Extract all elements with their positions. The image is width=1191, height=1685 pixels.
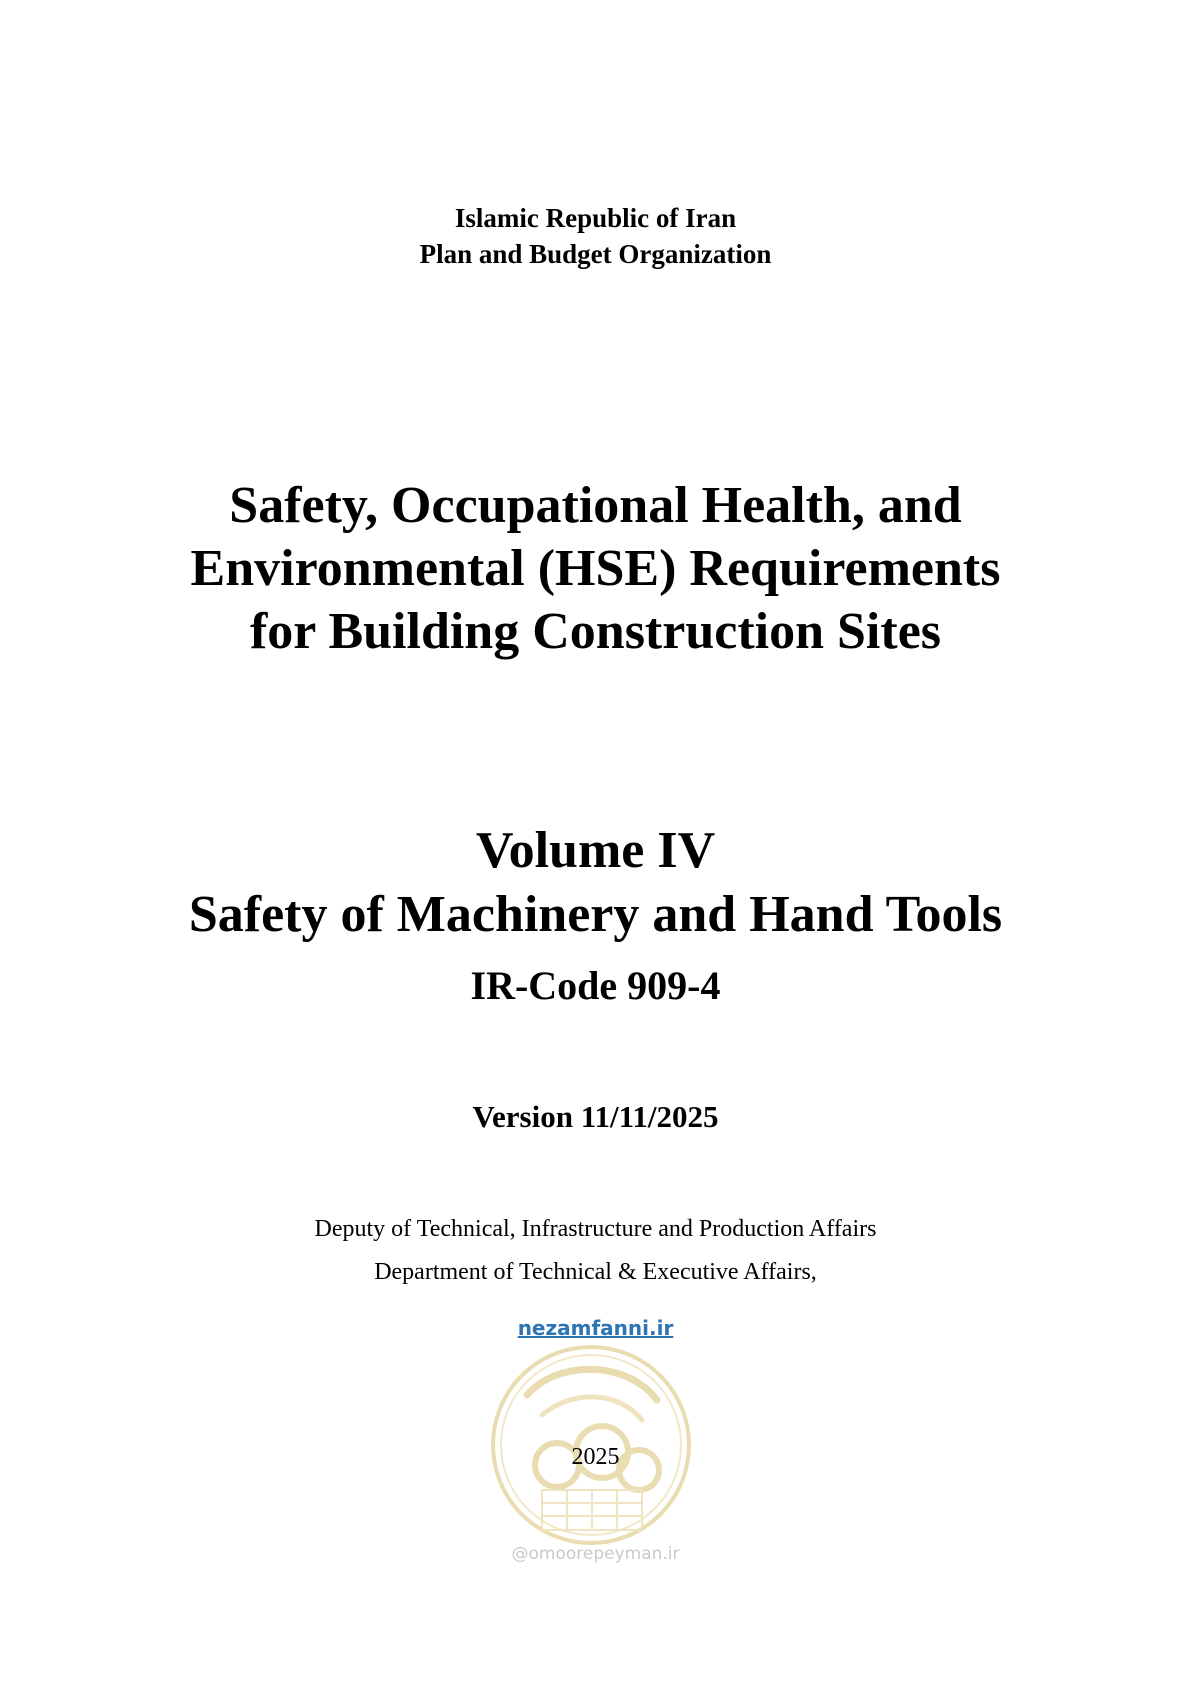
country-name: Islamic Republic of Iran xyxy=(454,203,737,233)
watermark-caption: @omoorepeyman.ir xyxy=(511,1544,680,1564)
ir-code: IR-Code 909-4 xyxy=(470,963,721,1008)
publication-year: 2025 xyxy=(571,1444,620,1470)
department-name: Department of Technical & Executive Affairs, xyxy=(374,1259,817,1285)
volume-subject: Safety of Machinery and Hand Tools xyxy=(188,886,1003,943)
version-text: Version 11/11/2025 xyxy=(472,1099,719,1134)
deputy-name: Deputy of Technical, Infrastructure and Production Affairs xyxy=(314,1216,877,1242)
title-line-1: Safety, Occupational Health, and xyxy=(229,477,962,534)
website-link[interactable]: nezamfanni.ir xyxy=(517,1316,674,1340)
website-link-container xyxy=(0,1314,1191,1342)
organization-name: Plan and Budget Organization xyxy=(419,239,772,269)
title-line-3: for Building Construction Sites xyxy=(249,603,942,660)
title-line-2: Environmental (HSE) Requirements xyxy=(190,540,1001,597)
volume-label: Volume IV xyxy=(475,822,716,879)
